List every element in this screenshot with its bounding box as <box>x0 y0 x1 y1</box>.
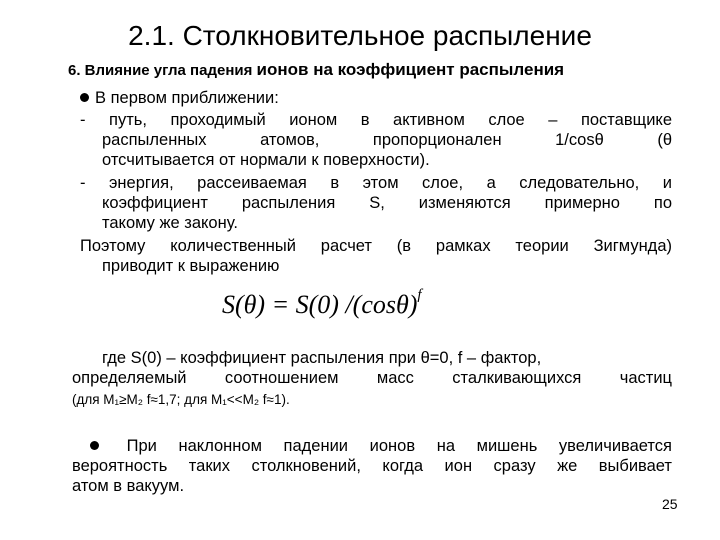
dash2-line3: такому же закону. <box>102 214 238 232</box>
intro-line <box>80 88 279 108</box>
slide-title: 2.1. Столкновительное распыление <box>128 20 592 51</box>
dash1-line1: - путь, проходимый ионом в активном слое – поставщике <box>80 111 672 129</box>
bullet-icon <box>90 441 99 450</box>
oblique-line1-wrap <box>90 436 672 456</box>
conclusion-line2: приводит к выражению <box>102 257 280 275</box>
bullet-icon <box>80 93 89 102</box>
oblique-line2: вероятность таких столкновений, когда ион сразу же выбивает <box>72 457 672 475</box>
dash1-line3: отсчитывается от нормали к поверхности). <box>102 151 430 169</box>
intro-text: В первом приближении: <box>95 89 279 107</box>
formula-exponent: f <box>417 287 422 303</box>
oblique-incidence-item <box>72 436 672 496</box>
formula-explanation <box>72 348 672 410</box>
sputtering-formula <box>222 287 422 320</box>
where-line3: (для M₁≥M₂ f≈1,7; для M₁<<M₂ f≈1). <box>72 392 290 407</box>
dash-item-path <box>80 110 672 170</box>
oblique-line1: При наклонном падении ионов на мишень увеличивается <box>126 437 672 455</box>
dash-item-energy <box>80 173 672 233</box>
oblique-line3: атом в вакуум. <box>72 477 185 495</box>
where-line1: где S(0) – коэффициент распыления при θ=0, f – фактор, <box>102 349 542 367</box>
dash2-line1: - энергия, рассеиваемая в этом слое, а следовательно, и <box>80 174 672 192</box>
section-subtitle <box>68 60 564 80</box>
page-number: 25 <box>662 496 678 512</box>
dash1-line2: распыленных атомов, пропорционален 1/cosθ (θ <box>102 131 672 149</box>
formula-body: S(θ) = S(0) /(cosθ) <box>222 290 418 319</box>
conclusion-line1: Поэтому количественный расчет (в рамках теории Зигмунда) <box>80 237 672 255</box>
conclusion <box>80 236 672 276</box>
subtitle-part2: ионов на коэффициент распыления <box>256 60 565 79</box>
subtitle-part1: 6. Влияние угла падения <box>68 62 257 79</box>
dash2-line2: коэффициент распыления S, изменяются примерно по <box>102 194 672 212</box>
where-line2: определяемый соотношением масс сталкивающихся частиц <box>72 369 672 387</box>
